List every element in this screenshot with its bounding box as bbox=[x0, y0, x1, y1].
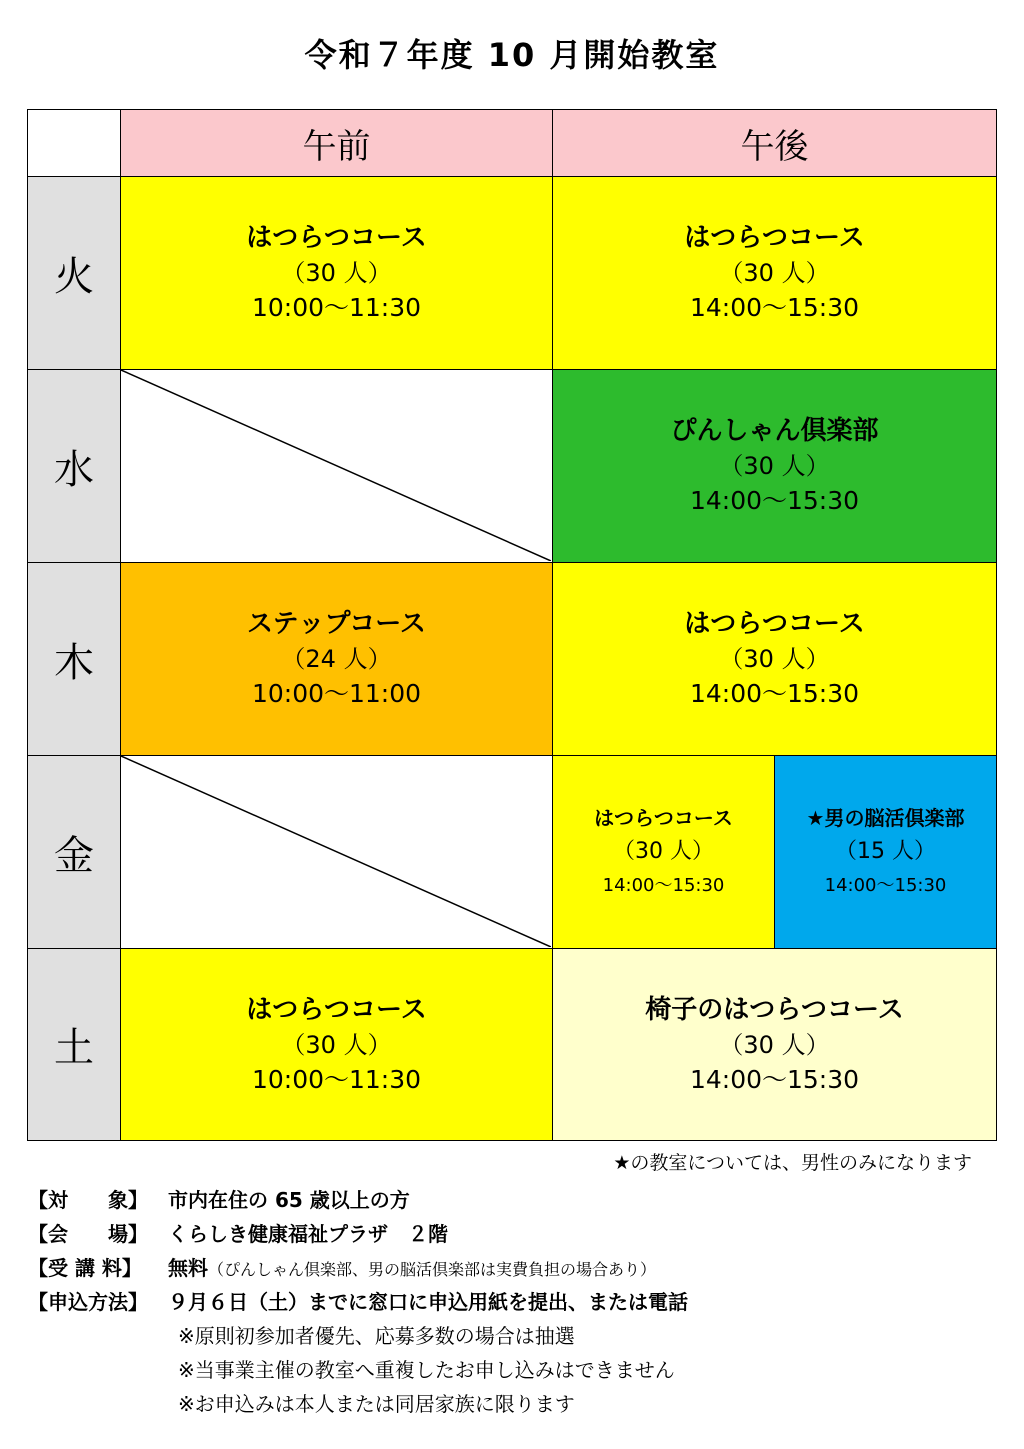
men-only-note: ★の教室については、男性のみになります bbox=[613, 1152, 972, 1174]
slot-fri-pm-b bbox=[774, 755, 997, 949]
info-apply bbox=[28, 1285, 688, 1319]
course-capacity: （30 人） bbox=[719, 259, 830, 287]
course-time: 10:00～11:30 bbox=[251, 293, 422, 322]
info-label: 【申込方法】 bbox=[28, 1290, 148, 1314]
course-capacity: （30 人） bbox=[281, 1030, 392, 1059]
slot-wed-pm bbox=[552, 369, 997, 563]
course-capacity: （24 人） bbox=[281, 645, 392, 673]
course-capacity: （30 人） bbox=[719, 1030, 830, 1059]
info-value: 市内在住の 65 歳以上の方 bbox=[168, 1188, 410, 1212]
course-time: 10:00～11:00 bbox=[251, 679, 422, 708]
info-venue bbox=[28, 1217, 688, 1251]
info-label: 【対 象】 bbox=[28, 1188, 148, 1212]
day-fri: 金 bbox=[27, 755, 121, 949]
info-value: くらしき健康福祉プラザ ２階 bbox=[168, 1222, 448, 1246]
course-name: はつらつコース bbox=[594, 806, 733, 830]
info-label: 【会 場】 bbox=[28, 1222, 148, 1246]
header-am: 午前 bbox=[120, 109, 553, 177]
course-time: 14:00～15:30 bbox=[824, 875, 947, 896]
course-name: ★男の脳活倶楽部 bbox=[806, 806, 965, 830]
info-value: ９月６日（土）までに窓口に申込用紙を提出、または電話 bbox=[168, 1290, 688, 1314]
course-capacity: （30 人） bbox=[719, 645, 830, 673]
empty-slot-diagonal bbox=[121, 370, 551, 561]
page-title: 令和７年度 10 月開始教室 bbox=[304, 36, 720, 74]
course-name: 椅子のはつらつコース bbox=[645, 994, 904, 1025]
course-name: はつらつコース bbox=[684, 609, 865, 639]
course-capacity: （30 人） bbox=[719, 452, 830, 480]
day-thu: 木 bbox=[27, 562, 121, 756]
day-tue: 火 bbox=[27, 176, 121, 370]
day-sat: 土 bbox=[27, 948, 121, 1141]
apply-note: ※原則初参加者優先、応募多数の場合は抽選 bbox=[178, 1324, 575, 1348]
slot-thu-am bbox=[120, 562, 553, 756]
info-value: 無料 bbox=[168, 1256, 208, 1280]
course-time: 14:00～15:30 bbox=[602, 875, 725, 896]
course-time: 14:00～15:30 bbox=[689, 293, 860, 322]
course-capacity: （30 人） bbox=[613, 839, 714, 864]
apply-note: ※当事業主催の教室へ重複したお申し込みはできません bbox=[178, 1358, 675, 1382]
info-fee bbox=[28, 1251, 688, 1285]
slot-fri-pm-a bbox=[552, 755, 775, 949]
course-capacity: （15 人） bbox=[835, 839, 936, 864]
schedule-table bbox=[27, 109, 997, 1141]
slot-thu-pm bbox=[552, 562, 997, 756]
course-name: はつらつコース bbox=[246, 223, 427, 253]
fee-note: （ぴんしゃん倶楽部、男の脳活倶楽部は実費負担の場合あり） bbox=[208, 1260, 657, 1279]
slot-tue-pm bbox=[552, 176, 997, 370]
slot-fri-am-empty bbox=[120, 755, 553, 949]
course-time: 14:00～15:30 bbox=[689, 1064, 860, 1094]
slot-wed-am-empty bbox=[120, 369, 553, 563]
header-pm: 午後 bbox=[552, 109, 997, 177]
empty-slot-diagonal bbox=[121, 756, 551, 947]
course-capacity: （30 人） bbox=[281, 259, 392, 287]
info-section bbox=[28, 1183, 688, 1421]
info-label: 【受 講 料】 bbox=[28, 1256, 142, 1280]
slot-tue-am bbox=[120, 176, 553, 370]
course-name: はつらつコース bbox=[246, 994, 427, 1025]
info-target bbox=[28, 1183, 688, 1217]
course-name: ステップコース bbox=[247, 609, 426, 639]
slot-sat-am bbox=[120, 948, 553, 1141]
course-time: 10:00～11:30 bbox=[251, 1064, 422, 1094]
corner-cell bbox=[27, 109, 121, 177]
day-wed: 水 bbox=[27, 369, 121, 563]
course-time: 14:00～15:30 bbox=[689, 486, 860, 515]
apply-note: ※お申込みは本人または同居家族に限ります bbox=[178, 1392, 575, 1416]
course-time: 14:00～15:30 bbox=[689, 679, 860, 708]
course-name: はつらつコース bbox=[684, 223, 865, 253]
course-name: ぴんしゃん倶楽部 bbox=[670, 416, 879, 446]
slot-sat-pm bbox=[552, 948, 997, 1141]
